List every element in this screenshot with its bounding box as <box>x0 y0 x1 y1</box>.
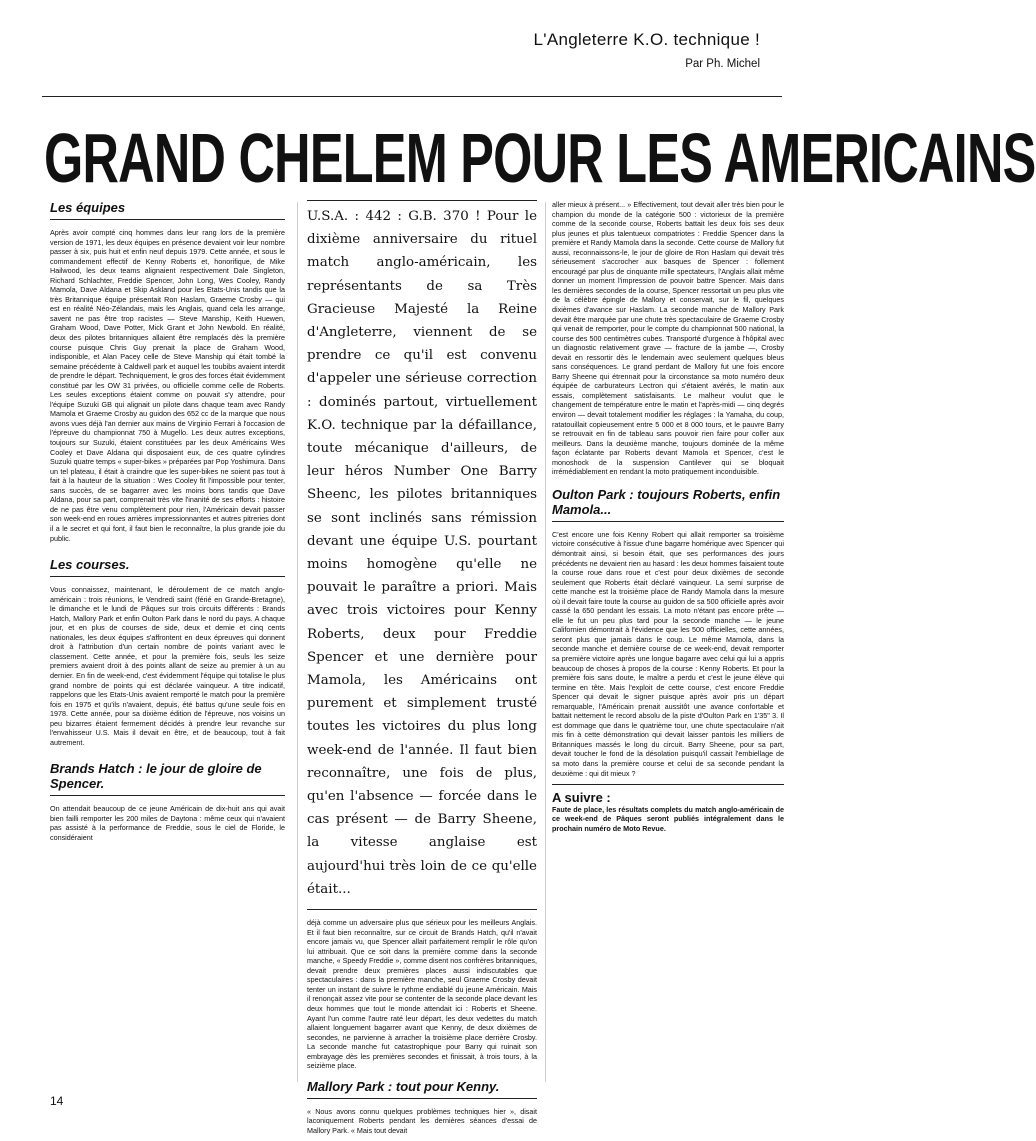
page-number: 14 <box>50 1094 64 1108</box>
intro-text: U.S.A. : 442 : G.B. 370 ! Pour le dixième anniversaire du rituel match anglo-américain, les représentants de sa Très Gracieuse Majesté la Reine d'Angleterre, viennent de se prendre ce qu'il est convenu d'appeler une sérieuse correction : dominés partout, virtuellement K.O. technique par la défaillance, toute mécanique d'ailleurs, de leur héros Number One Barry Sheenc, les pilotes britanniques se sont inclinés sans rémission devant une équipe U.S. pourtant moins homogène qu'elle ne pouvait le paraître a priori. Mais avec trois victoires pour Kenny Roberts, deux pour Freddie Spencer et une dernière pour Mamola, les Américains ont purement et simplement trusté toutes les victoires du plus long week-end de l'année. Il faut bien reconnaître, une fois de plus, qu'en l'absence — forcée dans le cas présent — de Barry Sheene, la vitesse anglaise est aujourd'hui très loin de ce qu'elle était... <box>307 209 537 897</box>
column-1 <box>50 200 285 849</box>
section-title-equipes: Les équipes <box>50 200 126 215</box>
paragraph-oulton-park: C'est encore une fois Kenny Robert qui allait remporter sa troisième victoire consécutive à l'issue d'une bagarre homérique avec Spencer qui démontrait ainsi, si besoin était, que ses performances des jours précédents ne devaient rien au hasard : les deux hommes faisaient toute la course roue dans roue et c'est pour deux dixièmes de seconde seulement que Roberts était déclaré vainqueur. La semi surprise de cette manche est la troisième place de Randy Mamola dans la mesure où il devait faire toute la course au guidon de sa 500 officielle après avoir cassé la 650 pendant les essais. La moto n'étant pas encore prête — elle le fut un peu plus tard pour la seconde manche — le jeune Californien démontrait à l'évidence que les 500 officielles, cette années, seront plus que jamais dans le coup. Le même Mamola, dans la seconde manche et dernière course de ce week-end, devait remporter sa première victoire après une longue bagarre avec celui qui lui a appris beaucoup de choses à propos de la course : Kenny Roberts. Et pour la première fois sans doute, le maître a perdu et c'est le jeune élève qui termine en tête. Mais l'exploit de cette course, c'est encore Freddie Spencer qui devait le signer puisque après avoir pris un départ remarquable, l'Américain prenait aussitôt une avance confortable et battait nettement le record absolu de la piste d'Oulton Park en 1'35" 3. Il est dommage que dans le quatrième tour, une chute spectaculaire n'ait mis fin à cette démonstration qui devait laisser pantois les milliers de Britanniques massés le long du circuit. Barry Sheene, pour sa part, devait toucher le fond de la désolation puisqu'il cassait l'embiellage de sa moto dans la première course et celui de sa seconde pendant la deuxième : qui dit mieux ? <box>552 529 785 778</box>
article-byline: Par Ph. Michel <box>685 58 760 70</box>
paragraph-brands-hatch: On attendait beaucoup de ce jeune Américain de dix-huit ans qui avait bien failli remporter les 200 miles de Daytona : même ceux qui n'avaient pas assisté à la performance de Freddie, sous le ciel de Floride, le considéraient <box>50 804 285 842</box>
section-rule <box>552 521 784 522</box>
section-rule <box>552 784 784 785</box>
column-divider <box>297 202 298 1082</box>
section-title-courses: Les courses. <box>50 557 130 573</box>
a-suivre-text: Faute de place, les résultats complets du match anglo-américain de ce week-end de Pâques seront publiés intégralement dans le prochain numéro de Moto Revue. <box>552 804 784 833</box>
section-title-mallory-park: Mallory Park : tout pour Kenny. <box>307 1078 500 1094</box>
a-suivre-title: A suivre : <box>552 790 611 806</box>
article-headline: GRAND CHELEM POUR LES AMERICAINS <box>44 119 1036 197</box>
column-2 <box>307 200 537 1141</box>
article-kicker: L'Angleterre K.O. technique ! <box>533 30 760 49</box>
paragraph-brands-hatch-continued: déjà comme un adversaire plus que sérieux pour les meilleurs Anglais. Et il faut bien reconnaître, sur ce circuit de Brands Hatch, qu'il n'avait encore jamais vu, que Spencer allait parfaitement remplir le rôle qu'on lui attribuait. Que ce soit dans la première comme dans la seconde manche, « Speedy Freddie », comme disent nos confrères britanniques, devait prendre deux premières places aussi indiscutables que spectaculaires : dans la première manche, seul Graeme Crosby devait tenter un instant de suivre le rythme endiablé du jeune Américain. Mais il renonçait assez vite pour se contenter de la seconde place devant les deux hommes que tout le monde attendait ici : Roberts et Sheene. Ayant l'un comme l'autre raté leur départ, les deux vedettes du match allaient longuement bagarrer avant que Kenny, de deux dixièmes de secondes, ne parvienne à arracher la troisième place derrière Crosby. La seconde manche fut catastrophique pour Barry qui ruinait son embrayage dès les premières secondes et finissait, à trois tours, à la seizième place. <box>307 918 537 1071</box>
section-rule <box>50 219 285 220</box>
section-title-oulton-park: Oulton Park : toujours Roberts, enfin Mamola... <box>552 486 781 517</box>
header-rule <box>42 96 782 97</box>
column-3 <box>552 200 784 833</box>
column-divider <box>545 202 546 1082</box>
paragraph-mallory-park-continued: aller mieux à présent... » Effectivement, tout devait aller très bien pour le champion du monde de la catégorie 500 : victorieux de la première comme de la seconde course, Roberts battait les deux fois ses deux plus jeunes et plus talentueux compatriotes : Freddie Spencer dans la première et Randy Mamola dans la seconde. Cette course de Mallory fut aussi, reconnaissons-le, le jour de gloire de Ron Haslam qui devait très sérieusement s'accrocher aux basques de Spencer : follement encouragé par plus de cinquante mille spectateurs, l'Anglais allait même donner un moment l'impression de pouvoir battre Spencer. Mais dans les dernières secondes de la course, Spencer ressortait un peu plus vite de la célèbre épingle de Mallory et conservait, sur le fil, quelques dixièmes d'avance sur Haslam. La seconde manche de Mallory Park devait être marquée par une chute très spectaculaire de Graeme Crosby qui venait de remporter, pour le compte du championnat 500 national, la course des 500 centimètres cubes. Transporté d'urgence à l'hôpital avec un diagnostic relativement grave — fracture de la jambe —, Crosby devait en ressortir dès le lendemain avec seulement quelques bleus sans conséquences. Le grand perdant de Mallory fut une fois encore Barry Sheene qui étrennait pour la circonstance sa moto numéro deux équipée de carburateurs Lectron qui s'étaient avérés, le matin aux essais, complètement satisfaisants. Le malheur voulut que le changement de température entre le matin et l'après-midi — cinq degrés environ — devait totalement modifier les réglages : la Yamaha, du coup, ratatouillait copieusement entre 5 000 et 8 000 tours, et le pauvre Barry se retrouvait en fin de tableau sans pouvoir rien faire pour coller aux meilleurs. Dans la deuxième manche, toujours dominée de la même façon éclatante par Roberts devant Mamola et Spencer, c'est le monoshock de la suspension Cantilever qui se bloquait irrémédiablement en rendant la moto pratiquement inconduisible. <box>552 200 784 477</box>
section-rule <box>50 795 285 796</box>
paragraph-courses: Vous connaissez, maintenant, le déroulement de ce match anglo-américain : trois réunions, le Vendredi saint (férié en Grande-Bretagne), le dimanche et le lundi de Pâques sur trois circuits différents : Brands Hatch, Mallory Park et enfin Oulton Park dans le nord du pays. A chaque jour, et en plus de courses de side, deux et demie et cinq cents nationales, les deux équipes s'affrontent en deux épreuves qui donnent droit à l'attribution d'un certain nombre de points variant avec le classement. Cette année, et pour la première fois, seuls les seize premiers avaient droit à des points allant de seize au premier à un au dernier. En fin de week-end, c'est évidemment l'équipe qui totalise le plus grand nombre de points qui est déclarée vainqueur. A titre indicatif, rappelons que les Etats-Unis avaient remporté le match pour la première fois en 1975 et qu'ils n'avaient, depuis, été battus qu'une seule fois en 1978. Cette année, pour sa dixième édition de l'épreuve, nos voisins un peu bizarres étaient fermement décidés à prendre leur revanche sur l'envahisseur U.S. Mais il devait en être, et de beaucoup, tout à fait autrement. <box>50 585 285 747</box>
section-rule <box>307 1098 537 1099</box>
paragraph-mallory-park: « Nous avons connu quelques problèmes techniques hier », disait laconiquement Roberts pendant les dernières séances d'essai de Mallory Park. « Mais tout devait <box>307 1106 537 1135</box>
section-rule <box>50 576 285 577</box>
section-title-brands-hatch: Brands Hatch : le jour de gloire de Spencer. <box>50 761 262 792</box>
intro-box <box>307 200 537 910</box>
paragraph-equipes: Après avoir compté cinq hommes dans leur rang lors de la première version de 1971, les deux équipes en présence devaient voir leur nombre passer à six, puis huit et enfin neuf depuis 1979. Cette année, et sous le commandement effectif de Kenny Roberts et, honorifique, de Mike Hailwood, les deux teams alignaient respectivement Dale Singleton, Richard Schlachter, Freddie Spencer, John Long, Wes Cooley, Randy Mamola, Dave Aldana et Skip Askland pour les Etats-Unis tandis que la très Britannique équipe présentait Ron Haslam, Graeme Crosby — qui est en réalité Néo-Zélandais, mais les Anglais, quand cela les arrange, savent ne pas être trop racistes — Steve Manship, Keith Huewen, Graham Wood, Dave Potter, Mick Grant et John Newbold. En réalité, deux des pilotes britanniques allaient être remplacés dès la première course puisque Chris Guy prenait la place de Graham Wood, indisponible, et Alan Pacey celle de Steve Manship qui était tombé la semaine précédente à Caldwell park et auquel les toubibs avaient interdit de prendre le départ. Techniquement, le gros des forces était évidemment constitué par les OW 31 privées, ou officielle comme celle de Roberts. Les seules exceptions étaient comme on pouvait s'y attendre, pour l'équipe Suzuki GB qui alignait un pilote dans chaque team avec Randy Mamola et Graeme Crosby au guidon des 652 cc de la marque que nous avons vues déjà l'an dernier aux mains de Virginio Ferrari à l'occasion de l'épreuve du championnat 750 à Mugello. Les deux autres exceptions, toujours sur Suzuki, étaient constituées par les deux Américains Wes Cooley et Dave Aldana qui disposaient eux, de ces quatre cylindres Suzuki quatre temps « super-bikes » préparées par Pop Yoshimura. Dans un tel plateau, il était à craindre que les super-bikes ne soient pas tout à fait à la hauteur de la situation : Wes Cooley fit l'impossible pour tenter, sans succès, de se bagarrer avec les moins bons tandis que Dave Aldana, pour sa part, comprenait très vite l'inanité de ses efforts : histoire de ne pas être venu complètement pour rien, l'Américain devait passer son week-end en roues arrières impressionnantes et autres pitreries dont il a le secret et qui font, il faut bien le reconnaître, la plus grande joie du public. <box>50 228 285 543</box>
